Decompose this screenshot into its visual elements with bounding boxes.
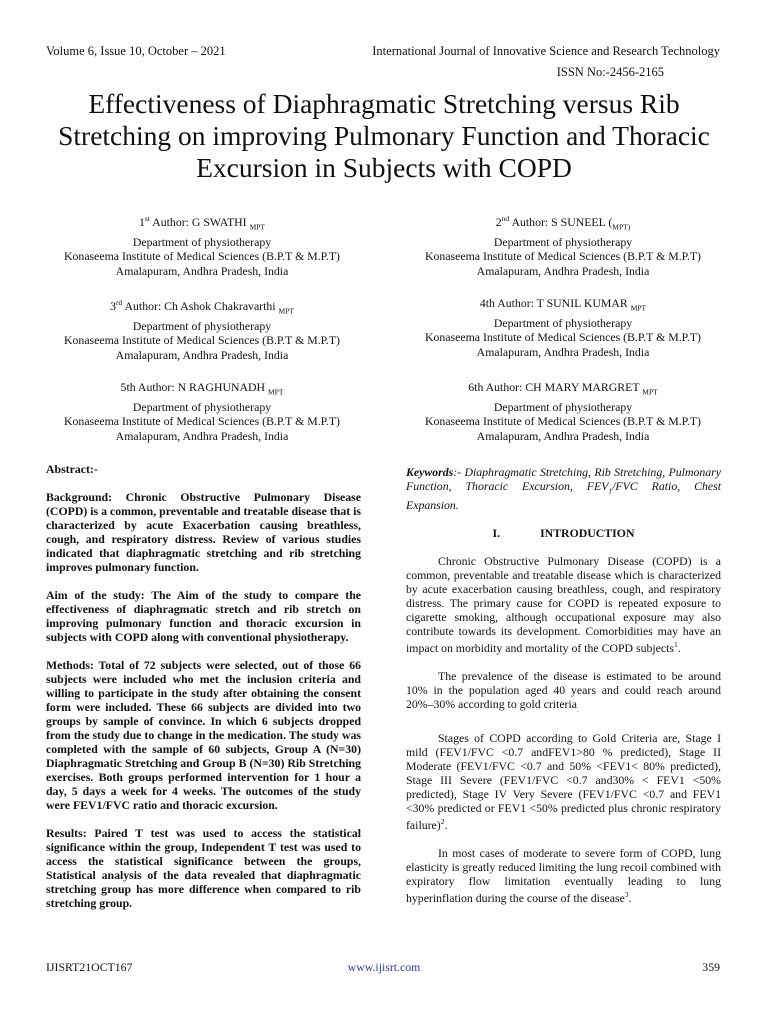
citation-ref: 3	[624, 889, 629, 899]
issn: ISSN No:-2456-2165	[556, 65, 664, 79]
footer-article-id: IJISRT21OCT167	[46, 960, 133, 974]
paper-title: Effectiveness of Diaphragmatic Stretching versus Rib Stretching on improving Pulmonary Function and Thoracic Excursion in Subjects with COPD	[58, 88, 710, 183]
author-place: Amalapuram, Andhra Pradesh, India	[115, 263, 289, 278]
author-name: Author: G SWATHI	[149, 214, 250, 229]
intro-p2-end: .	[577, 704, 579, 714]
keywords-subscript: 1	[608, 486, 613, 496]
author-ordinal-suffix: nd	[501, 214, 510, 223]
intro-paragraph-2	[406, 669, 721, 716]
abstract-results: Results: Paired T test was used to access the statistical significance within the group, Independent T test was used to access the statistical significance between the groups, Statistical analysis of the data revealed that diaphragmatic stretching group has more difference when compared to rib stretching group.	[46, 826, 361, 910]
citation-ref: 2	[440, 816, 445, 826]
author-institute: Konaseema Institute of Medical Sciences (B.P.T & M.P.T)	[425, 249, 701, 264]
author-dept: Department of physiotherapy	[493, 315, 633, 330]
intro-p4-end: .	[628, 890, 632, 905]
author-degree: MPT	[630, 303, 647, 313]
author-ordinal: 1	[139, 214, 145, 229]
footer-website-link[interactable]: www.ijisrt.com	[347, 960, 421, 974]
author-ordinal: 5th	[120, 380, 136, 394]
author-dept: Department of physiotherapy	[132, 318, 272, 333]
author-name: Author: N RAGHUNADH	[135, 380, 269, 394]
abstract-heading: Abstract:-	[46, 462, 98, 476]
author-institute: Konaseema Institute of Medical Sciences (B.P.T & M.P.T)	[425, 330, 701, 345]
author-name: Author: S SUNEEL (	[509, 214, 613, 229]
author-place: Amalapuram, Andhra Pradesh, India	[476, 428, 650, 443]
intro-paragraph-3	[406, 731, 721, 832]
author-block-1	[37, 212, 367, 278]
author-degree: MPT	[278, 306, 294, 316]
intro-p1-text: Chronic Obstructive Pulmonary Disease (COPD) is a common, preventable and treatable disease which is characterized by acute exacerbation causing breathless, cough, and respiratory distress. The primary cause for COPD is repeated exposure to cigarette smoking, although occupational exposure may also contribute towards its development. Comorbidities may have an impact on morbidity and mortality of the COPD subjects	[406, 554, 721, 656]
author-institute: Konaseema Institute of Medical Sciences (B.P.T & M.P.T)	[64, 414, 340, 429]
abstract-aim: Aim of the study: The Aim of the study to compare the effectiveness of diaphragmatic stretch and rib stretch on improving pulmonary function and thoracic excursion in subjects with COPD along with conventional physiotherapy.	[46, 588, 361, 644]
journal-volume: Volume 6, Issue 10, October – 2021	[46, 44, 226, 58]
intro-column	[406, 465, 721, 918]
intro-p2-text: The prevalence of the disease is estimated to be around 10% in the population aged 40 years and could reach around 20%–30% according to gold criteria	[406, 669, 721, 712]
author-dept: Department of physiotherapy	[493, 234, 633, 249]
author-place: Amalapuram, Andhra Pradesh, India	[476, 344, 650, 359]
section-number: I.	[492, 526, 501, 541]
author-place: Amalapuram, Andhra Pradesh, India	[476, 263, 650, 278]
author-degree: MPT	[642, 387, 658, 397]
author-block-6	[398, 380, 728, 443]
author-dept: Department of physiotherapy	[132, 234, 272, 249]
author-ordinal: 3	[110, 298, 116, 313]
intro-p3-end: .	[444, 817, 448, 832]
author-block-2	[398, 212, 728, 278]
author-degree: MPT)	[612, 222, 631, 232]
section-title: INTRODUCTION	[540, 526, 635, 541]
author-block-5	[37, 380, 367, 443]
intro-paragraph-1	[406, 554, 721, 655]
footer-page-number: 359	[702, 960, 720, 974]
keywords	[406, 465, 721, 512]
author-institute: Konaseema Institute of Medical Sciences (B.P.T & M.P.T)	[64, 333, 340, 348]
citation-ref: 1	[674, 640, 678, 650]
author-institute: Konaseema Institute of Medical Sciences (B.P.T & M.P.T)	[64, 249, 340, 264]
intro-p3-text: Stages of COPD according to Gold Criteria are, Stage I mild (FEV1/FVC <0.7 andFEV1>80 % predicted), Stage II Moderate (FEV1/FVC <0.7 and 50% <FEV1< 80% predicted), Stage III Severe (FEV1/FVC <0.7 and30% < FEV1 <50% predicted), Stage IV Very Severe (FEV1/FVC <0.7 and FEV1 <30% predicted or FEV1 <50% predicted plus chronic respiratory failure)	[406, 730, 721, 832]
author-dept: Department of physiotherapy	[493, 399, 633, 414]
author-degree: MPT	[249, 222, 265, 232]
abstract-background: Background: Chronic Obstructive Pulmonary Disease (COPD) is a common, preventable and treatable disease that is characterized by acute Exacerbation causing breathless, cough, and respiratory distress. Review of various studies indicated that diaphragmatic stretching and rib stretching improves pulmonary function.	[46, 490, 361, 574]
author-ordinal-suffix: rd	[115, 298, 123, 307]
keywords-text-end: /FVC Ratio, Chest Expansion.	[406, 479, 721, 513]
author-institute: Konaseema Institute of Medical Sciences (B.P.T & M.P.T)	[425, 414, 701, 429]
author-name: Author: T SUNIL KUMAR	[494, 296, 631, 310]
author-block-3	[37, 296, 367, 362]
intro-paragraph-4	[406, 846, 721, 905]
abstract-column	[46, 462, 361, 924]
intro-p1-end: .	[677, 641, 681, 656]
author-block-4	[398, 296, 728, 359]
author-degree: MPT	[268, 387, 284, 397]
author-name: Author: Ch Ashok Chakravarthi	[122, 298, 279, 313]
keywords-label: Keywords	[406, 465, 454, 479]
author-ordinal-suffix: st	[144, 214, 150, 223]
author-dept: Department of physiotherapy	[132, 399, 272, 414]
keywords-text: :- Diaphragmatic Stretching, Rib Stretching, Pulmonary Function, Thoracic Excursion, FEV	[406, 465, 721, 493]
author-place: Amalapuram, Andhra Pradesh, India	[115, 347, 289, 362]
author-ordinal: 2	[495, 214, 502, 229]
abstract-methods: Methods: Total of 72 subjects were selected, out of those 66 subjects were included who met the inclusion criteria and willing to participate in the study after obtaining the consent form were included. These 66 subjects are divided into two groups by sample of convince. In which 6 subjects dropped from the study due to change in the medication. The study was completed with the sample of 60 subjects, Group A (N=30) Diaphragmatic Stretching and Group B (N=30) Rib Stretching exercises. Both groups performed intervention for 1 hour a day, 5 days a week for 4 weeks. The outcomes of the study were FEV1/FVC ratio and thoracic excursion.	[46, 658, 361, 812]
intro-p4-text: In most cases of moderate to severe form of COPD, lung elasticity is greatly reduced limiting the lung recoil combined with expiratory flow limitation eventually leading to lung hyperinflation during the course of the disease	[406, 845, 721, 905]
author-place: Amalapuram, Andhra Pradesh, India	[115, 428, 289, 443]
journal-name: International Journal of Innovative Science and Research Technology	[372, 44, 720, 58]
author-name: Author: CH MARY MARGRET	[483, 380, 643, 394]
author-ordinal: 6th	[468, 380, 484, 394]
section-heading	[406, 526, 721, 540]
author-ordinal: 4th	[479, 296, 495, 310]
